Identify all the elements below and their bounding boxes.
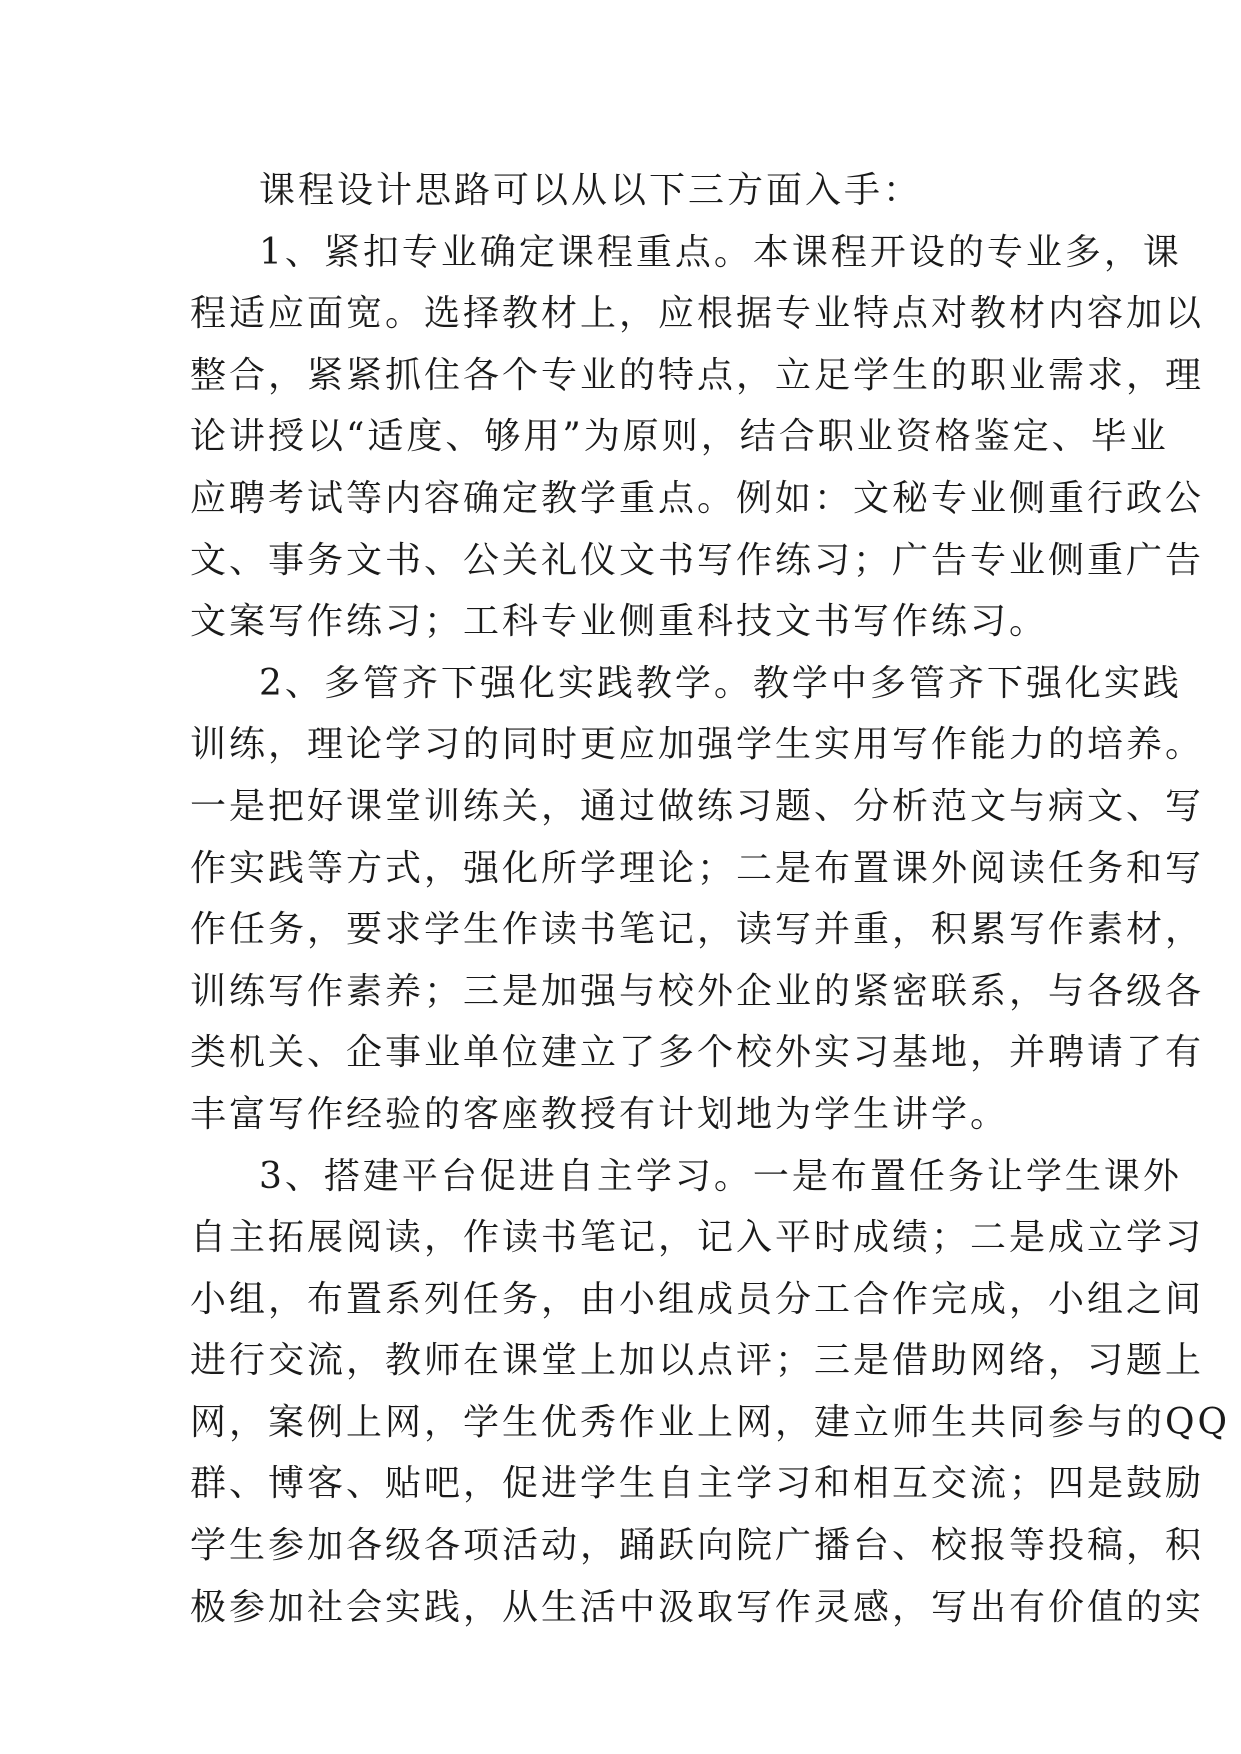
text-line: 网，案例上网，学生优秀作业上网，建立师生共同参与的QQ [190,1401,1231,1443]
text-line: 2、多管齐下强化实践教学。教学中多管齐下强化实践 [259,662,1182,704]
text-line: 程适应面宽。选择教材上，应根据专业特点对教材内容加以 [190,293,1205,335]
text-line: 整合，紧紧抓住各个专业的特点，立足学生的职业需求，理 [190,354,1205,396]
text-line: 作实践等方式，强化所学理论；二是布置课外阅读任务和写 [190,847,1205,889]
text-line: 课程设计思路可以从以下三方面入手： [259,170,923,211]
text-line: 1、紧扣专业确定课程重点。本课程开设的专业多，课 [259,231,1182,273]
text-line: 学生参加各级各项活动，踊跃向院广播台、校报等投稿，积 [190,1525,1205,1567]
text-line: 3、搭建平台促进自主学习。一是布置任务让学生课外 [259,1155,1182,1197]
text-line: 小组，布置系列任务，由小组成员分工合作完成，小组之间 [190,1278,1205,1320]
text-line: 类机关、企事业单位建立了多个校外实习基地，并聘请了有 [190,1032,1205,1074]
text-line: 极参加社会实践，从生活中汲取写作灵感，写出有价值的实 [190,1586,1205,1628]
body-text [190,160,1231,1638]
text-line: 作任务，要求学生作读书笔记，读写并重，积累写作素材， [190,909,1205,951]
text-line: 一是把好课堂训练关，通过做练习题、分析范文与病文、写 [190,785,1205,827]
text-line: 文案写作练习；工科专业侧重科技文书写作练习。 [190,601,1049,643]
text-line: 训练写作素养；三是加强与校外企业的紧密联系，与各级各 [190,970,1205,1012]
text-line: 群、博客、贴吧，促进学生自主学习和相互交流；四是鼓励 [190,1463,1205,1505]
text-line: 自主拓展阅读，作读书笔记，记入平时成绩；二是成立学习 [190,1217,1205,1259]
text-line: 进行交流，教师在课堂上加以点评；三是借助网络，习题上 [190,1340,1205,1382]
text-line: 训练，理论学习的同时更应加强学生实用写作能力的培养。 [190,724,1205,766]
text-line: 应聘考试等内容确定教学重点。例如：文秘专业侧重行政公 [190,477,1205,519]
text-line: 文、事务文书、公关礼仪文书写作练习；广告专业侧重广告 [190,539,1205,581]
text-line: 丰富写作经验的客座教授有计划地为学生讲学。 [190,1093,1010,1135]
text-line: 论讲授以“适度、够用”为原则，结合职业资格鉴定、毕业 [190,416,1169,458]
